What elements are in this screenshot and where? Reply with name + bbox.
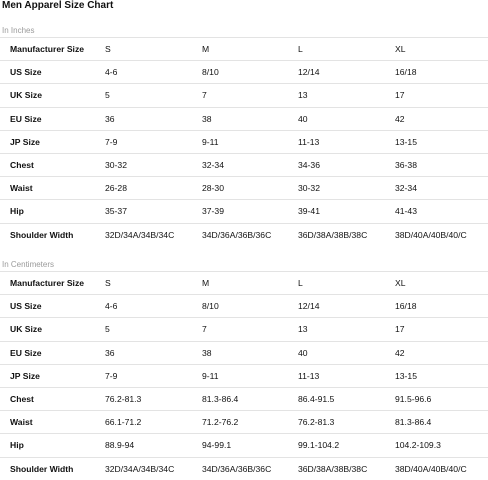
table-cell: 17 [395,84,488,107]
table-cell: 104.2-109.3 [395,434,488,457]
row-header: JP Size [0,364,105,387]
table-cell: 9-11 [202,364,298,387]
size-table-body [0,272,488,480]
table-cell: 30-32 [298,177,395,200]
row-header: UK Size [0,84,105,107]
table-cell: 91.5-96.6 [395,387,488,410]
table-cell: 28-30 [202,177,298,200]
table-cell: 7-9 [105,130,202,153]
table-cell: 36 [105,341,202,364]
row-header: Manufacturer Size [0,272,105,295]
table-cell: 16/18 [395,61,488,84]
table-cell: 16/18 [395,295,488,318]
section-label-inches: In Inches [2,26,35,35]
section-label-centimeters: In Centimeters [2,260,55,269]
table-cell: 41-43 [395,200,488,223]
table-cell: 5 [105,318,202,341]
table-cell: 13 [298,84,395,107]
table-row [0,318,488,341]
table-cell: 8/10 [202,295,298,318]
table-row [0,272,488,295]
row-header: US Size [0,61,105,84]
row-header: JP Size [0,130,105,153]
table-cell: 5 [105,84,202,107]
table-row [0,177,488,200]
table-row [0,341,488,364]
row-header: US Size [0,295,105,318]
row-header: UK Size [0,318,105,341]
table-row [0,84,488,107]
row-header: Chest [0,387,105,410]
page-title: Men Apparel Size Chart [2,0,114,11]
table-cell: 36-38 [395,153,488,176]
table-row [0,457,488,480]
table-cell: 39-41 [298,200,395,223]
row-header: EU Size [0,341,105,364]
table-cell: L [298,272,395,295]
table-cell: 7-9 [105,364,202,387]
table-cell: S [105,38,202,61]
table-row [0,153,488,176]
table-cell: 40 [298,107,395,130]
size-table-inches [0,37,488,246]
row-header: Hip [0,200,105,223]
row-header: Shoulder Width [0,457,105,480]
table-cell: M [202,38,298,61]
table-cell: M [202,272,298,295]
size-table-body [0,38,488,246]
table-cell: 35-37 [105,200,202,223]
table-cell: 76.2-81.3 [105,387,202,410]
row-header: Waist [0,177,105,200]
row-header: Manufacturer Size [0,38,105,61]
table-cell: 8/10 [202,61,298,84]
table-cell: 34D/36A/36B/36C [202,223,298,246]
table-cell: 81.3-86.4 [395,411,488,434]
table-cell: 42 [395,341,488,364]
table-cell: 4-6 [105,61,202,84]
table-cell: 32D/34A/34B/34C [105,223,202,246]
table-cell: 11-13 [298,364,395,387]
table-cell: 99.1-104.2 [298,434,395,457]
table-row [0,411,488,434]
table-cell: 66.1-71.2 [105,411,202,434]
table-cell: 32-34 [202,153,298,176]
table-row [0,364,488,387]
table-cell: 32-34 [395,177,488,200]
table-cell: XL [395,272,488,295]
table-cell: 38 [202,341,298,364]
table-cell: 36D/38A/38B/38C [298,457,395,480]
table-cell: 76.2-81.3 [298,411,395,434]
table-cell: 13-15 [395,364,488,387]
table-cell: 86.4-91.5 [298,387,395,410]
table-cell: 36D/38A/38B/38C [298,223,395,246]
table-cell: 26-28 [105,177,202,200]
row-header: Hip [0,434,105,457]
table-cell: 12/14 [298,295,395,318]
table-cell: 9-11 [202,130,298,153]
table-cell: 32D/34A/34B/34C [105,457,202,480]
table-cell: 7 [202,318,298,341]
table-cell: 12/14 [298,61,395,84]
table-cell: 38 [202,107,298,130]
table-row [0,295,488,318]
table-cell: 13 [298,318,395,341]
table-cell: 40 [298,341,395,364]
table-cell: L [298,38,395,61]
table-cell: 30-32 [105,153,202,176]
table-cell: 37-39 [202,200,298,223]
row-header: Waist [0,411,105,434]
table-cell: 34D/36A/36B/36C [202,457,298,480]
table-cell: 17 [395,318,488,341]
row-header: Chest [0,153,105,176]
table-row [0,38,488,61]
table-cell: 36 [105,107,202,130]
table-cell: 4-6 [105,295,202,318]
table-cell: 11-13 [298,130,395,153]
table-cell: 42 [395,107,488,130]
table-cell: 88.9-94 [105,434,202,457]
table-row [0,61,488,84]
row-header: Shoulder Width [0,223,105,246]
table-cell: XL [395,38,488,61]
table-cell: 34-36 [298,153,395,176]
size-table-centimeters [0,271,488,480]
table-cell: 71.2-76.2 [202,411,298,434]
table-row [0,387,488,410]
table-cell: 94-99.1 [202,434,298,457]
table-row [0,223,488,246]
row-header: EU Size [0,107,105,130]
table-row [0,434,488,457]
table-cell: 81.3-86.4 [202,387,298,410]
table-row [0,107,488,130]
table-cell: 38D/40A/40B/40/C [395,223,488,246]
table-cell: 7 [202,84,298,107]
table-cell: S [105,272,202,295]
table-row [0,130,488,153]
table-row [0,200,488,223]
table-cell: 38D/40A/40B/40/C [395,457,488,480]
table-cell: 13-15 [395,130,488,153]
